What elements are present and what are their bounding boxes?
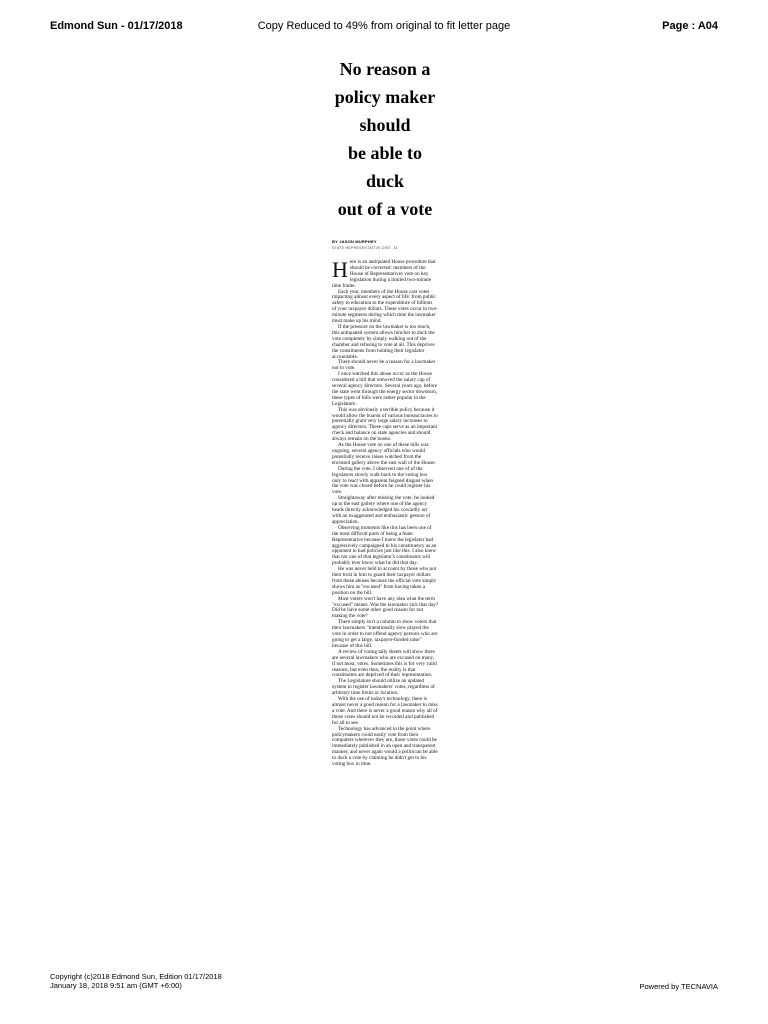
page-number: Page : A04 [662,20,718,32]
copyright-text: Copyright (c)2018 Edmond Sun, Edition 01/17/2018 [50,972,222,981]
article-paragraph: I once watched this abuse occur as the House considered a bill that removed the salary cap of several agency directors. Several years ago, before the state went through the energy sector downturn, these types of bills were rather popular in the Legislature. [332,371,438,407]
drop-cap: H [332,257,348,282]
page-header [50,20,718,38]
article-paragraph: There simply isn't a column to show voters that their lawmakers "intentionally slow played the vote in order to not offend agency persons who are going to get a large, taxpayer-funded raise" because of this bill. [332,619,438,649]
headline-line: No reason a [339,59,431,79]
article-paragraph: Each year, members of the House cast votes impacting almost every aspect of life: from public safety to education to the expenditure of billions of your taxpayer dollars. These votes occur in two-minute segments during which time the lawmaker must make up his mind. [332,288,438,325]
first-paragraph-text: ere is an antiquated House procedure that should be corrected: members of the House of Representatives vote on key legislation during a limited two-minute time frame. [332,259,436,289]
powered-by: Powered by TECNAVIA [639,982,718,991]
article-paragraph: Most voters won't have any idea what the term "excused" means. Was the lawmaker sick that day? Did he have some other good reason for not making the vote? [332,595,438,620]
article-paragraph: If the pressure on the lawmaker is too much, this antiquated system allows him/her to duck the vote completely by simply walking out of the chamber and refusing to vote at all. This deprives the constituents from holding their legislator accountable. [332,323,435,360]
headline-line: out of a vote [337,199,433,219]
article-paragraph: Observing moments like this has been one of the most difficult parts of being a State Representative because I knew the legislator had aggressively campaigned to his constituency as an opponent to bad policies just like this. I also knew that not one of that legislator's constituents will probably ever know what he did that day. [332,524,437,567]
article-paragraph: Straightaway after missing the vote, he looked up to the east gallery where one of the agency heads directly acknowledged his cowardly act with an exaggerated and enthusiastic gesture of appreciation. [332,495,435,525]
author-title: STATE REPRESENTATIVE DIST. 31 [332,246,398,250]
article-paragraph [332,257,438,290]
edition-label: Edmond Sun - 01/17/2018 [50,20,183,32]
article-paragraph: As the House vote on one of these bills was ongoing, several agency officials who would potentially receive raises watched from the enclosed gallery above the east wall of the House. [332,442,436,466]
print-timestamp: January 18, 2018 9:51 am (GMT +6:00) [50,981,182,990]
headline [332,55,438,223]
article-paragraph: A review of voting tally sheets will show there are several lawmakers who are excused on many, if not most, votes. Sometimes this is for very valid reasons, but even then, the reality is that constituents are deprived of their representation. [332,648,437,679]
headline-line: be able to duck [348,143,422,191]
article-paragraph: He was never held to account by those who put their trust in him to guard their taxpayer dollars from these abuses because the official vote simply shows him as "excused" from having taken a position on the bill. [332,566,437,596]
article-paragraph: Technology has advanced to the point where policymakers could easily vote from their computers wherever they are, those votes could be immediately published in an open and transparent manner, and never again would a politician be able to duck a vote by claiming he didn't get to his voting box in time. [332,725,438,768]
article-paragraph: With the use of today's technology, there is almost never a good reason for a lawmaker to miss a vote. And there is never a good reason why all of those votes should not be recorded and published for all to see. [332,696,438,726]
article-paragraph: This was obviously a terrible policy because it would allow the boards of various bureaucracies to potentially grant very large salary increases to agency directors. These caps serve as an important check and balance on state agencies and should always remain on the books. [332,406,438,443]
article-paragraph: There should never be a reason for a lawmaker not to vote. [332,359,436,372]
article [332,55,438,768]
article-body [332,257,438,768]
copyright-block [50,972,222,990]
byline: BY JASON MURPHEY [332,239,377,244]
article-paragraph: The Legislature should utilize an updated system to register lawmakers' votes, regardless of arbitrary time limits or location. [332,678,435,697]
article-paragraph: During the vote, I observed one of of the legislators slowly walk back to the voting box only to react with apparent feigned disgust when the vote was closed before he could register his vote. [332,465,433,496]
reduction-notice: Copy Reduced to 49% from original to fit letter page [257,20,511,32]
headline-line: policy maker [334,87,436,107]
headline-line: should [359,115,411,135]
